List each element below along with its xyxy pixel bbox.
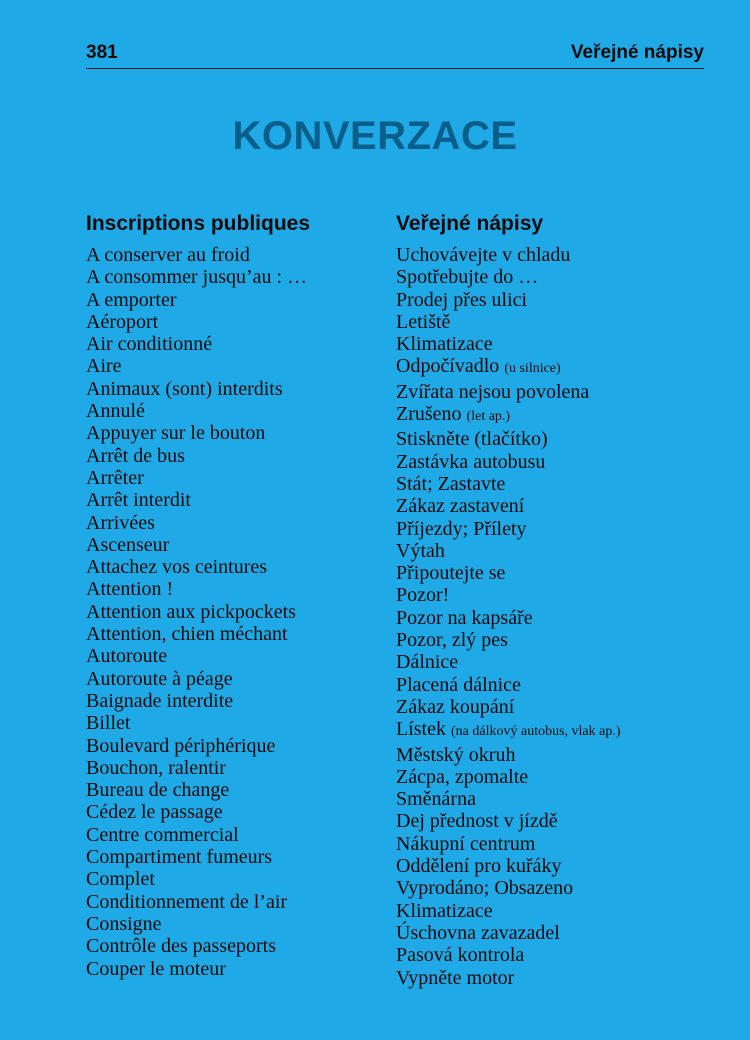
czech-phrase-text: Vypněte motor: [396, 966, 515, 989]
czech-phrase: [396, 696, 726, 718]
czech-phrase-text: Městský okruh: [396, 743, 516, 766]
czech-phrase-text: Stiskněte (tlačítko): [396, 428, 548, 451]
french-phrase: Conditionnement de l’air: [86, 890, 288, 913]
czech-phrase: [396, 810, 726, 832]
czech-phrase: [396, 629, 726, 651]
czech-phrase-text: Směnárna: [396, 788, 476, 811]
czech-phrase: [396, 451, 726, 473]
running-title: Veřejné nápisy: [570, 42, 704, 63]
czech-phrase: [396, 495, 726, 517]
czech-phrase-text: Spotřebujte do …: [396, 266, 539, 289]
czech-phrase: [396, 944, 726, 966]
french-phrase: Centre commercial: [86, 823, 239, 846]
french-phrase: Aire: [86, 355, 122, 378]
french-entry-list: [86, 244, 386, 980]
french-column: [86, 210, 386, 980]
french-column-heading: Inscriptions publiques: [86, 212, 311, 235]
czech-phrase-text: Odpočívadlo: [396, 355, 500, 378]
czech-phrase-note: (u silnice): [504, 361, 561, 377]
czech-entry-list: [396, 244, 726, 989]
czech-phrase-text: Dálnice: [396, 651, 459, 674]
czech-phrase: [396, 311, 726, 333]
czech-phrase: [396, 922, 726, 944]
czech-phrase-text: Klimatizace: [396, 333, 493, 356]
czech-phrase: [396, 788, 726, 810]
french-phrase: Attention aux pickpockets: [86, 600, 296, 623]
czech-phrase-text: Oddělení pro kuřáky: [396, 855, 562, 878]
czech-phrase: [396, 355, 726, 380]
page-header: [86, 40, 704, 69]
czech-phrase-text: Připoutejte se: [396, 562, 506, 585]
czech-phrase-note: (let ap.): [466, 409, 511, 425]
czech-phrase-text: Letiště: [396, 310, 451, 333]
page-number: 381: [86, 42, 118, 63]
czech-phrase-text: Pozor!: [396, 584, 450, 607]
czech-phrase: [396, 518, 726, 540]
french-phrase: A conserver au froid: [86, 244, 250, 266]
czech-column-heading: Veřejné nápisy: [396, 212, 544, 235]
french-phrase: Arrêt de bus: [86, 444, 185, 467]
czech-phrase-text: Pozor, zlý pes: [396, 629, 508, 652]
french-phrase: Bouchon, ralentir: [86, 756, 226, 779]
czech-phrase-text: Úschovna zavazadel: [396, 921, 560, 944]
french-phrase: Attention !: [86, 578, 174, 601]
czech-phrase: [396, 403, 726, 428]
french-phrase: Annulé: [86, 400, 145, 423]
czech-phrase-text: Lístek: [396, 718, 446, 741]
czech-phrase: [396, 473, 726, 495]
czech-phrase-text: Vyprodáno; Obsazeno: [396, 877, 574, 900]
french-phrase: Boulevard périphérique: [86, 734, 276, 757]
czech-phrase: [396, 766, 726, 788]
czech-phrase: [396, 877, 726, 899]
czech-phrase-text: Výtah: [396, 539, 445, 562]
french-phrase: Attachez vos ceintures: [86, 556, 268, 579]
french-phrase: Attention, chien méchant: [86, 623, 288, 646]
french-phrase: Baignade interdite: [86, 689, 234, 712]
czech-phrase-text: Zvířata nejsou povolena: [396, 380, 590, 403]
czech-phrase-text: Pozor na kapsáře: [396, 606, 533, 629]
czech-phrase: [396, 674, 726, 696]
czech-phrase: [396, 833, 726, 855]
czech-phrase: [396, 562, 726, 584]
czech-phrase-text: Zákaz zastavení: [396, 495, 525, 518]
czech-phrase: [396, 744, 726, 766]
czech-column: [396, 210, 726, 989]
czech-phrase-note: (na dálkový autobus, vlak ap.): [451, 724, 621, 740]
czech-phrase-text: Zácpa, zpomalte: [396, 765, 529, 788]
french-phrase: Autoroute à péage: [86, 667, 233, 690]
french-phrase: A consommer jusqu’au : …: [86, 266, 308, 289]
french-phrase: Ascenseur: [86, 533, 170, 556]
czech-phrase-text: Zastávka autobusu: [396, 450, 546, 473]
french-phrase: Arrêt interdit: [86, 489, 191, 512]
french-phrase: Appuyer sur le bouton: [86, 422, 266, 445]
french-phrase: Air conditionné: [86, 333, 213, 356]
czech-phrase-text: Pasová kontrola: [396, 944, 525, 967]
czech-phrase-text: Stát; Zastavte: [396, 472, 506, 495]
czech-phrase: [396, 718, 726, 743]
chapter-title: KONVERZACE: [232, 114, 518, 158]
czech-phrase: [396, 428, 726, 450]
french-phrase: Complet: [86, 868, 155, 891]
czech-phrase-text: Klimatizace: [396, 899, 493, 922]
czech-phrase-text: Dej přednost v jízdě: [396, 810, 558, 833]
czech-phrase: [396, 333, 726, 355]
french-phrase: Consigne: [86, 912, 162, 935]
czech-phrase: [396, 651, 726, 673]
french-phrase: A emporter: [86, 288, 177, 311]
french-phrase: Aéroport: [86, 310, 159, 333]
french-phrase: Bureau de change: [86, 779, 230, 802]
french-phrase: Contrôle des passeports: [86, 935, 276, 958]
french-phrase: Arrêter: [86, 466, 144, 489]
french-phrase: Animaux (sont) interdits: [86, 377, 283, 400]
czech-phrase: [396, 607, 726, 629]
czech-phrase-text: Uchovávejte v chladu: [396, 244, 571, 266]
french-phrase: Couper le moteur: [86, 957, 226, 980]
french-phrase: Autoroute: [86, 645, 168, 668]
czech-phrase: [396, 584, 726, 606]
czech-phrase-text: Zrušeno: [396, 403, 462, 426]
czech-phrase-text: Zákaz koupání: [396, 695, 515, 718]
czech-phrase: [396, 855, 726, 877]
czech-phrase-text: Příjezdy; Přílety: [396, 517, 527, 540]
french-phrase: Compartiment fumeurs: [86, 846, 273, 869]
french-phrase: Billet: [86, 712, 131, 735]
czech-phrase-text: Nákupní centrum: [396, 832, 536, 855]
czech-phrase-text: Prodej přes ulici: [396, 288, 528, 311]
czech-phrase: [396, 540, 726, 562]
czech-phrase: [396, 381, 726, 403]
french-phrase: Arrivées: [86, 511, 155, 534]
czech-phrase-text: Placená dálnice: [396, 673, 521, 696]
french-phrase: Cédez le passage: [86, 801, 223, 824]
czech-phrase: [396, 266, 726, 288]
czech-phrase: [396, 967, 726, 989]
czech-phrase: [396, 289, 726, 311]
czech-phrase: [396, 900, 726, 922]
czech-phrase: [396, 244, 726, 266]
